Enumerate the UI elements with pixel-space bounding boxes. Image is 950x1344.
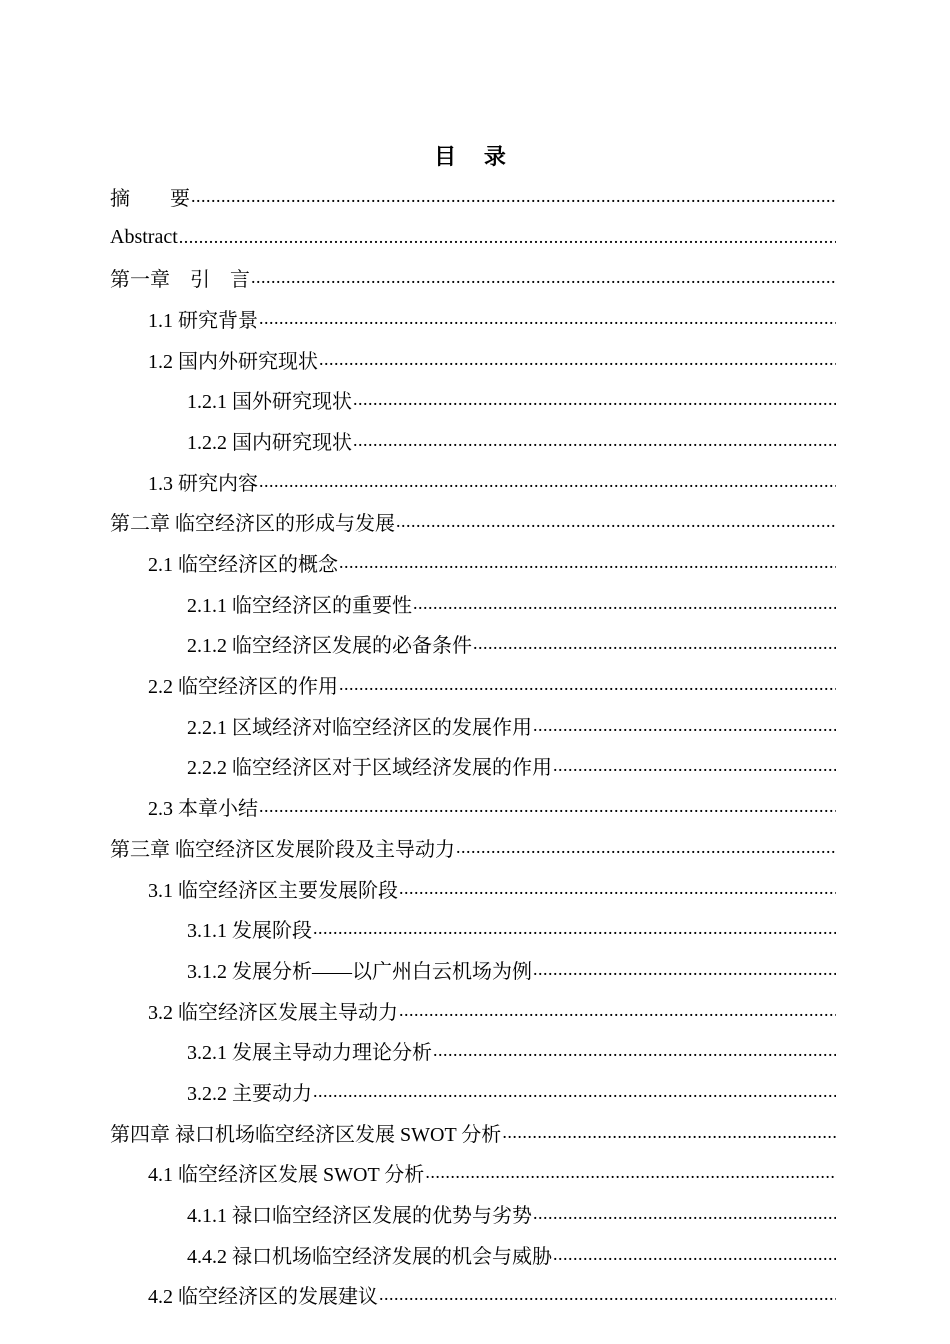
toc-entry-text: 第四章 禄口机场临空经济区发展 SWOT 分析 [110,1123,502,1146]
toc-entry[interactable] [110,420,836,461]
toc-entry[interactable] [110,746,836,787]
toc-leader-dots [502,1122,836,1143]
toc-entry[interactable] [110,1071,836,1112]
toc-entry[interactable] [110,664,836,705]
toc-entry[interactable] [110,868,836,909]
toc-leader-dots [259,471,836,492]
toc-entry-text: Abstract [110,225,178,248]
toc-leader-dots [339,674,836,695]
toc-entry-text: 3.2 临空经济区发展主导动力 [148,1001,398,1024]
toc-entry-text: 1.3 研究内容 [148,472,258,495]
toc-entry[interactable] [110,176,836,217]
toc-leader-dots [433,1040,836,1061]
toc-entry[interactable] [110,827,836,868]
toc-leader-dots [533,959,836,980]
toc-entry[interactable] [110,1193,836,1234]
toc-entry[interactable] [110,786,836,827]
toc-leader-dots [259,308,836,329]
toc-entry-text: 3.1.1 发展阶段 [187,920,312,943]
toc-leader-dots [456,837,836,858]
toc-leader-dots [191,186,836,207]
toc-leader-dots [379,1284,836,1305]
toc-leader-dots [553,755,836,776]
toc-entry-text: 第一章 引 言 [110,269,250,292]
toc-leader-dots [339,552,836,573]
toc-entry[interactable] [110,298,836,339]
toc-entry[interactable] [110,624,836,665]
toc-entry-text: 3.1.2 发展分析——以广州白云机场为例 [187,960,532,983]
toc-entry-text: 4.1.1 禄口临空经济区发展的优势与劣势 [187,1205,532,1228]
toc-entry[interactable] [110,990,836,1031]
toc-leader-dots [399,878,836,899]
toc-entry[interactable] [110,1275,836,1316]
toc-entry-text: 2.2 临空经济区的作用 [148,676,338,699]
toc-entry-text: 4.4.2 禄口机场临空经济发展的机会与威胁 [187,1245,552,1268]
toc-leader-dots [533,1203,836,1224]
toc-entry[interactable] [110,1112,836,1153]
toc-leader-dots [313,918,836,939]
toc-entry[interactable] [110,949,836,990]
toc-entry-text: 2.1 临空经济区的概念 [148,554,338,577]
toc-leader-dots [399,1000,836,1021]
toc-entry-text: 第三章 临空经济区发展阶段及主导动力 [110,838,455,861]
toc-title: 目 录 [434,145,516,170]
toc-entry[interactable] [110,339,836,380]
toc-leader-dots [259,796,836,817]
table-of-contents [110,176,836,1315]
toc-entry[interactable] [110,1234,836,1275]
toc-entry-text: 3.1 临空经济区主要发展阶段 [148,879,398,902]
toc-leader-dots [473,633,836,654]
toc-leader-dots [396,511,836,532]
toc-leader-dots [353,430,836,451]
toc-leader-dots [553,1244,836,1265]
toc-entry-text: 2.1.1 临空经济区的重要性 [187,594,412,617]
toc-leader-dots [251,267,836,288]
toc-entry[interactable] [110,542,836,583]
toc-entry-text: 第二章 临空经济区的形成与发展 [110,513,395,536]
toc-entry-text: 4.2 临空经济区的发展建议 [148,1286,378,1309]
toc-entry[interactable] [110,583,836,624]
toc-entry[interactable] [110,1153,836,1194]
toc-entry[interactable] [110,705,836,746]
toc-entry-text: 2.3 本章小结 [148,798,258,821]
toc-entry[interactable] [110,908,836,949]
toc-leader-dots [425,1162,836,1183]
toc-entry[interactable] [110,502,836,543]
toc-entry[interactable] [110,379,836,420]
toc-entry-text: 4.1 临空经济区发展 SWOT 分析 [148,1164,425,1187]
toc-entry[interactable] [110,1030,836,1071]
toc-entry-text: 1.2 国内外研究现状 [148,350,318,373]
toc-entry-text: 摘 要 [110,187,190,210]
toc-leader-dots [319,349,836,370]
toc-entry-text: 2.2.2 临空经济区对于区域经济发展的作用 [187,757,552,780]
toc-entry-text: 3.2.2 主要动力 [187,1082,312,1105]
toc-leader-dots [313,1081,836,1102]
toc-entry-text: 3.2.1 发展主导动力理论分析 [187,1042,432,1065]
toc-entry-text: 2.2.1 区域经济对临空经济区的发展作用 [187,716,532,739]
toc-leader-dots [353,389,836,410]
toc-entry[interactable] [110,257,836,298]
toc-entry-text: 2.1.2 临空经济区发展的必备条件 [187,635,472,658]
toc-leader-dots [533,715,836,736]
toc-entry[interactable] [110,217,836,258]
toc-entry-text: 1.2.2 国内研究现状 [187,431,352,454]
toc-leader-dots [179,227,836,248]
toc-entry-text: 1.2.1 国外研究现状 [187,391,352,414]
toc-entry[interactable] [110,461,836,502]
toc-entry-text: 1.1 研究背景 [148,309,258,332]
toc-leader-dots [413,593,836,614]
